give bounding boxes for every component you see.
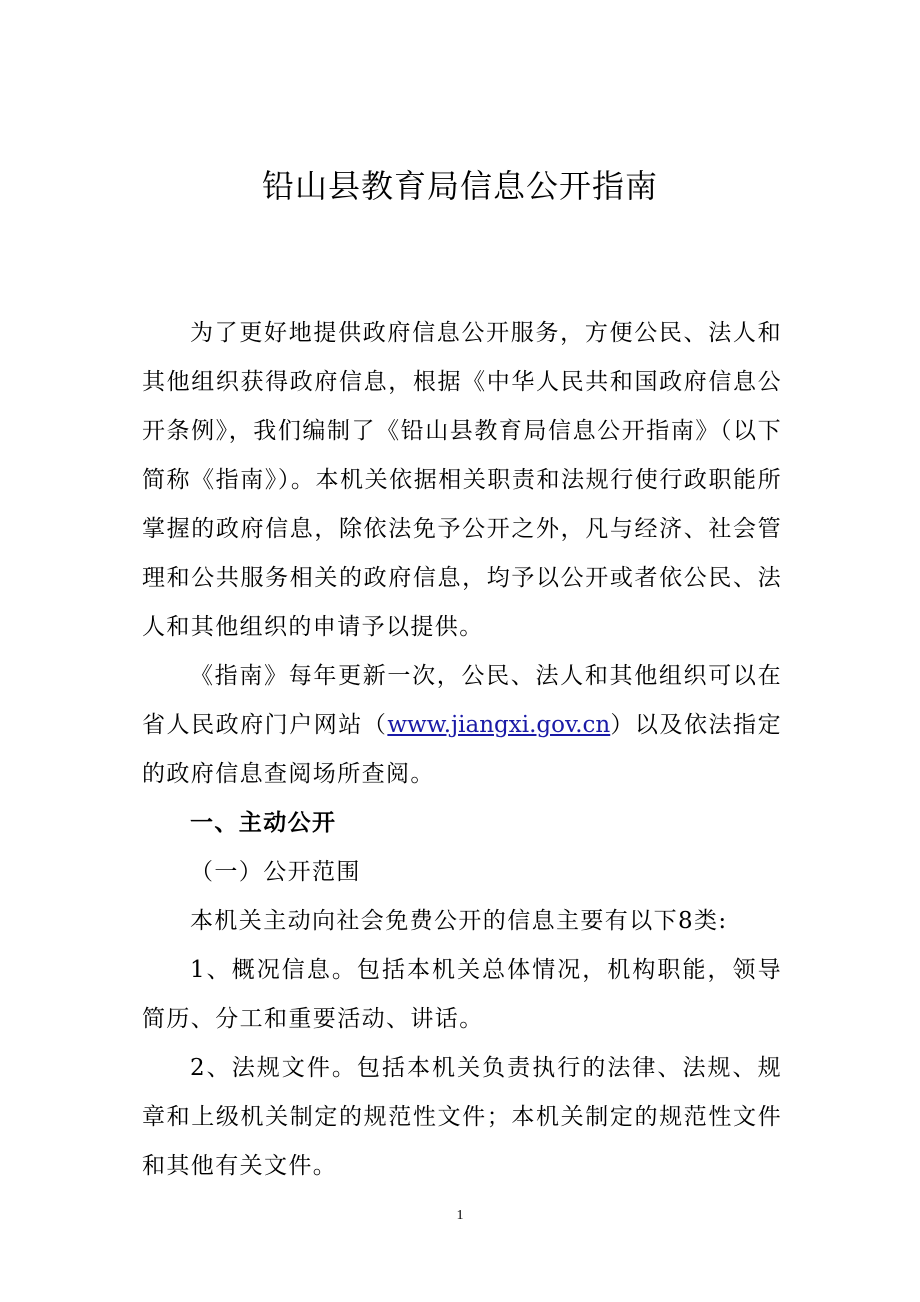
list-item-overview: 1、概况信息。包括本机关总体情况，机构职能，领导简历、分工和重要活动、讲话。 [142,957,782,1032]
intro-paragraph: 为了更好地提供政府信息公开服务，方便公民、法人和其他组织获得政府信息，根据《中华人民共和国政府信息公开条例》，我们编制了《铅山县教育局信息公开指南》（以下简称《指南》）。本机关依据相关职责和法规行使行政职能所掌握的政府信息，除依法免予公开之外，凡与经济、社会管理和公共服务相关的政府信息，均予以公开或者依公民、法人和其他组织的申请予以提供。 [142,320,782,640]
section-heading-proactive-disclosure: 一、主动公开 [190,810,337,836]
intro-paragraph-guide-update [142,652,782,799]
document-body [142,309,782,1191]
document-title: 铅山县教育局信息公开指南 [261,167,658,205]
scope-lead-paragraph: 本机关主动向社会免费公开的信息主要有以下8类: [190,908,728,934]
intro-text-before-link: 《指南》每年更新一次，公民、法人和其他组织可以在省人民政府门户网站（ [142,663,782,738]
subsection-heading-scope: （一）公开范围 [190,859,361,885]
website-link[interactable]: www.jiangxi.gov.cn [387,712,611,738]
list-item-regulations: 2、法规文件。包括本机关负责执行的法律、法规、规章和上级机关制定的规范性文件；本机关制定的规范性文件和其他有关文件。 [142,1055,782,1179]
page-number: 1 [456,1208,464,1223]
intro-text-after-link: ）以及依法指定的政府信息查阅场所查阅。 [142,712,782,787]
